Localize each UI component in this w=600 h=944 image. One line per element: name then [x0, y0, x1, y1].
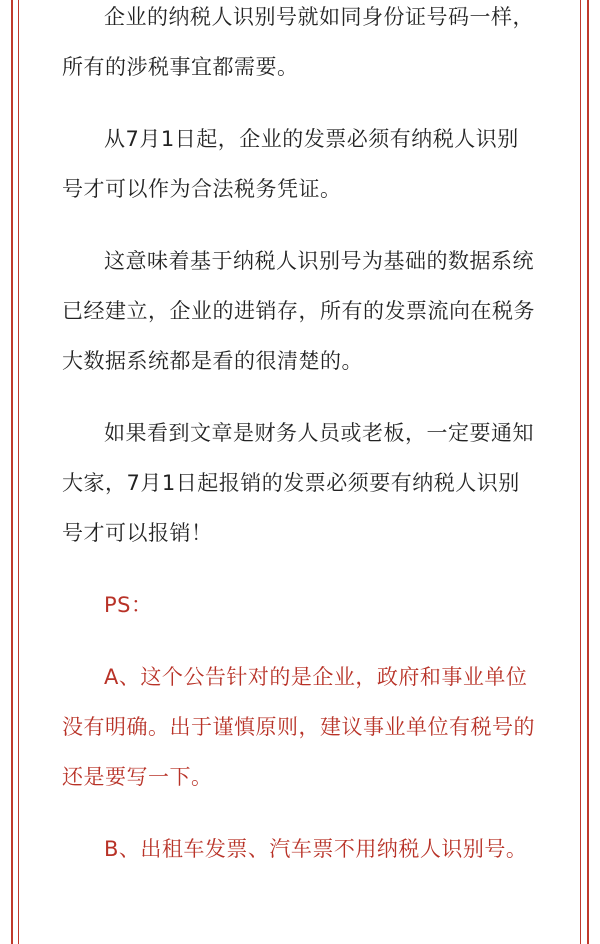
- article-body: [62, 0, 538, 874]
- paragraph-notify: 如果看到文章是财务人员或老板，一定要通知大家，7月1日起报销的发票必须要有纳税人识别号才可以报销！: [62, 421, 534, 545]
- paragraph-data-system: 这意味着基于纳税人识别号为基础的数据系统已经建立，企业的进销存，所有的发票流向在税务大数据系统都是看的很清楚的。: [62, 249, 535, 373]
- right-border-outer: [587, 0, 589, 944]
- paragraph-taxpayer-id: 企业的纳税人识别号就如同身份证号码一样，所有的涉税事宜都需要。: [62, 5, 534, 79]
- paragraph-july-first: 从7月1日起，企业的发票必须有纳税人识别号才可以作为合法税务凭证。: [62, 127, 519, 201]
- ps-item-b: B、出租车发票、汽车票不用纳税人识别号。: [104, 837, 528, 861]
- left-border-inner: [18, 0, 19, 944]
- ps-label: PS：: [104, 593, 153, 617]
- left-border-outer: [11, 0, 13, 944]
- right-border-inner: [580, 0, 581, 944]
- ps-item-a: A、这个公告针对的是企业，政府和事业单位没有明确。出于谨慎原则，建议事业单位有税号的还是要写一下。: [62, 665, 535, 789]
